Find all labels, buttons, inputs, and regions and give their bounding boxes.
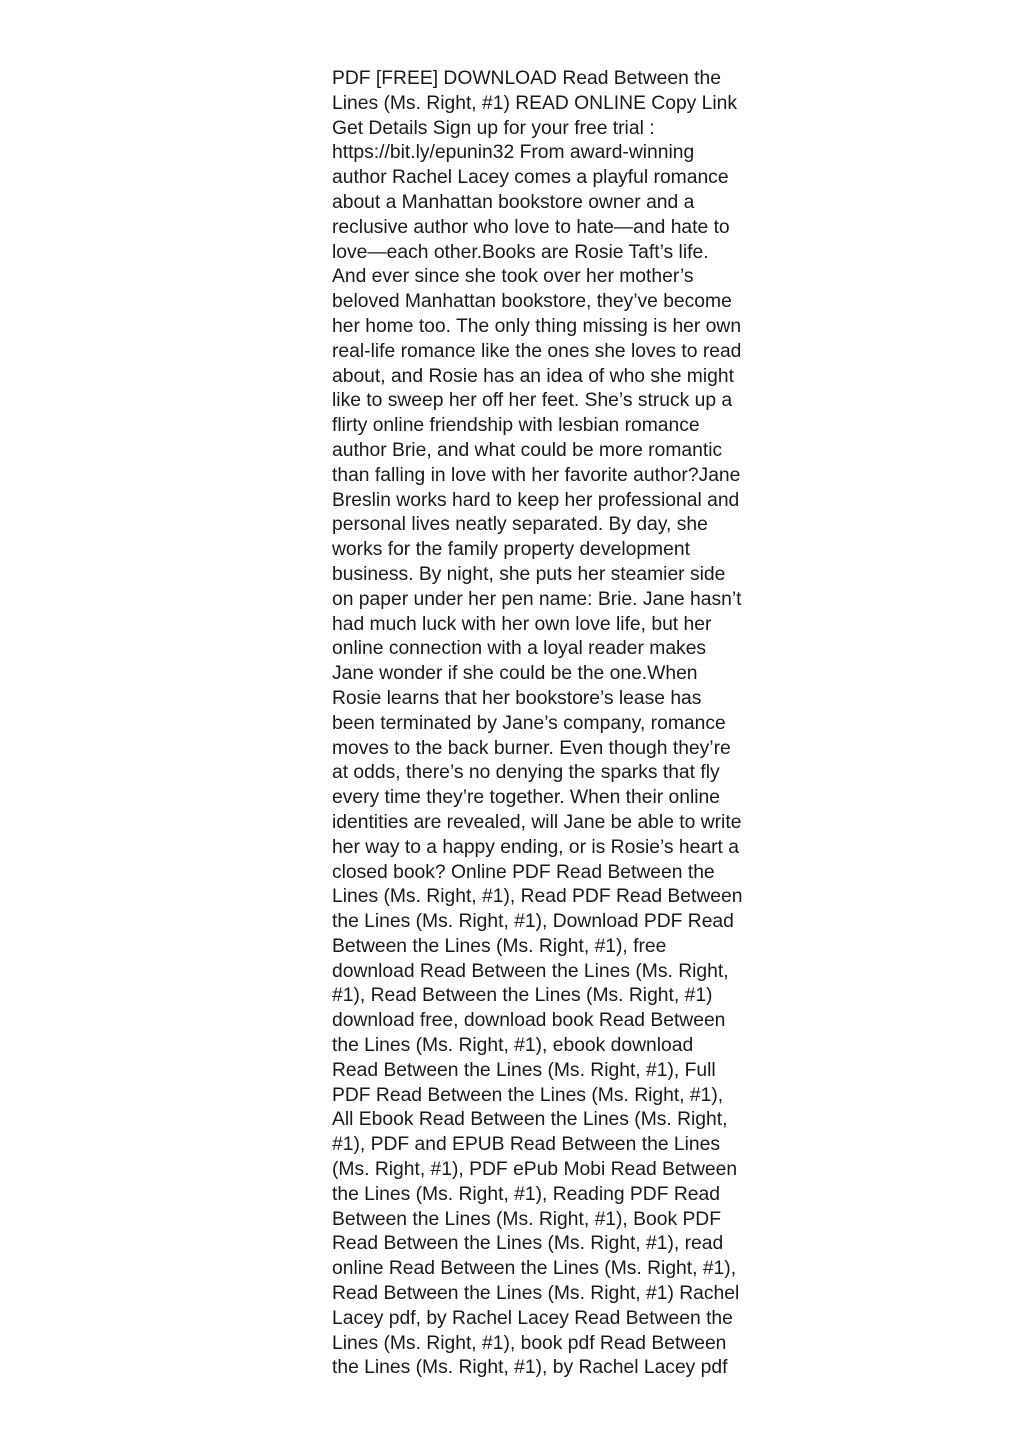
text-line: (Ms. Right, #1), PDF ePub Mobi Read Between — [332, 1159, 738, 1181]
text-line: https://bit.ly/epunin32 From award-winning — [332, 142, 695, 164]
text-line: at odds, there’s no denying the sparks that fly — [332, 762, 720, 784]
text-line: flirty online friendship with lesbian romance — [332, 415, 700, 437]
text-line: Lines (Ms. Right, #1) READ ONLINE Copy Link — [332, 92, 738, 114]
text-line: Between the Lines (Ms. Right, #1), free — [332, 935, 667, 957]
text-line: had much luck with her own love life, but her — [332, 613, 712, 635]
text-line: Read Between the Lines (Ms. Right, #1), Full — [332, 1059, 716, 1081]
text-line: her way to a happy ending, or is Rosie’s heart a — [332, 836, 739, 858]
text-line: All Ebook Read Between the Lines (Ms. Right, — [332, 1109, 728, 1131]
text-line: business. By night, she puts her steamier side — [332, 563, 726, 585]
text-line: about, and Rosie has an idea of who she might — [332, 365, 734, 387]
text-line: PDF Read Between the Lines (Ms. Right, #1), — [332, 1084, 724, 1106]
text-line: Lines (Ms. Right, #1), Read PDF Read Between — [332, 886, 743, 908]
text-line: moves to the back burner. Even though they’re — [332, 737, 731, 759]
text-line: Read Between the Lines (Ms. Right, #1) Rachel — [332, 1283, 740, 1305]
text-line: Read Between the Lines (Ms. Right, #1), read — [332, 1233, 724, 1255]
text-line: download Read Between the Lines (Ms. Right, — [332, 960, 729, 982]
text-line: Lacey pdf, by Rachel Lacey Read Between the — [332, 1307, 733, 1329]
text-line: been terminated by Jane’s company, romance — [332, 712, 726, 734]
text-line: closed book? Online PDF Read Between the — [332, 861, 715, 883]
text-line: love—each other.Books are Rosie Taft’s life. — [332, 241, 709, 263]
text-line: author Rachel Lacey comes a playful romance — [332, 167, 729, 189]
text-line: like to sweep her off her feet. She’s struck up a — [332, 390, 733, 412]
text-line: online Read Between the Lines (Ms. Right, #1), — [332, 1258, 737, 1280]
text-line: the Lines (Ms. Right, #1), Download PDF Read — [332, 911, 734, 933]
text-line: online connection with a loyal reader makes — [332, 638, 707, 660]
text-line: on paper under her pen name: Brie. Jane hasn’t — [332, 588, 742, 610]
text-line: And ever since she took over her mother’s — [332, 266, 694, 288]
text-line: PDF [FREE] DOWNLOAD Read Between the — [332, 68, 721, 89]
text-line: personal lives neatly separated. By day, she — [332, 514, 708, 536]
text-line: reclusive author who love to hate—and hate to — [332, 216, 730, 238]
text-line: author Brie, and what could be more romantic — [332, 439, 723, 461]
text-line: works for the family property development — [332, 539, 690, 561]
text-line: download free, download book Read Between — [332, 1010, 726, 1032]
text-line: than falling in love with her favorite author?Jane — [332, 464, 741, 486]
text-line: Jane wonder if she could be the one.When — [332, 663, 698, 685]
text-line: beloved Manhattan bookstore, they’ve become — [332, 291, 732, 313]
text-line: Lines (Ms. Right, #1), book pdf Read Between — [332, 1332, 727, 1354]
text-line: the Lines (Ms. Right, #1), Reading PDF Read — [332, 1183, 720, 1205]
text-line: #1), PDF and EPUB Read Between the Lines — [332, 1134, 720, 1156]
text-line: real-life romance like the ones she loves to read — [332, 340, 742, 362]
text-line: identities are revealed, will Jane be able to write — [332, 811, 742, 833]
text-line: every time they’re together. When their online — [332, 787, 720, 809]
body-text — [332, 67, 782, 1381]
text-line: the Lines (Ms. Right, #1), ebook download — [332, 1035, 694, 1057]
text-line: Get Details Sign up for your free trial : — [332, 117, 655, 139]
text-line: about a Manhattan bookstore owner and a — [332, 191, 695, 213]
text-line: her home too. The only thing missing is her own — [332, 315, 742, 337]
text-line: Between the Lines (Ms. Right, #1), Book PDF — [332, 1208, 722, 1230]
text-line: the Lines (Ms. Right, #1), by Rachel Lacey pdf — [332, 1357, 728, 1379]
text-line: Breslin works hard to keep her professional and — [332, 489, 740, 511]
text-line: Rosie learns that her bookstore’s lease has — [332, 687, 702, 709]
text-line: #1), Read Between the Lines (Ms. Right, #1) — [332, 985, 713, 1007]
